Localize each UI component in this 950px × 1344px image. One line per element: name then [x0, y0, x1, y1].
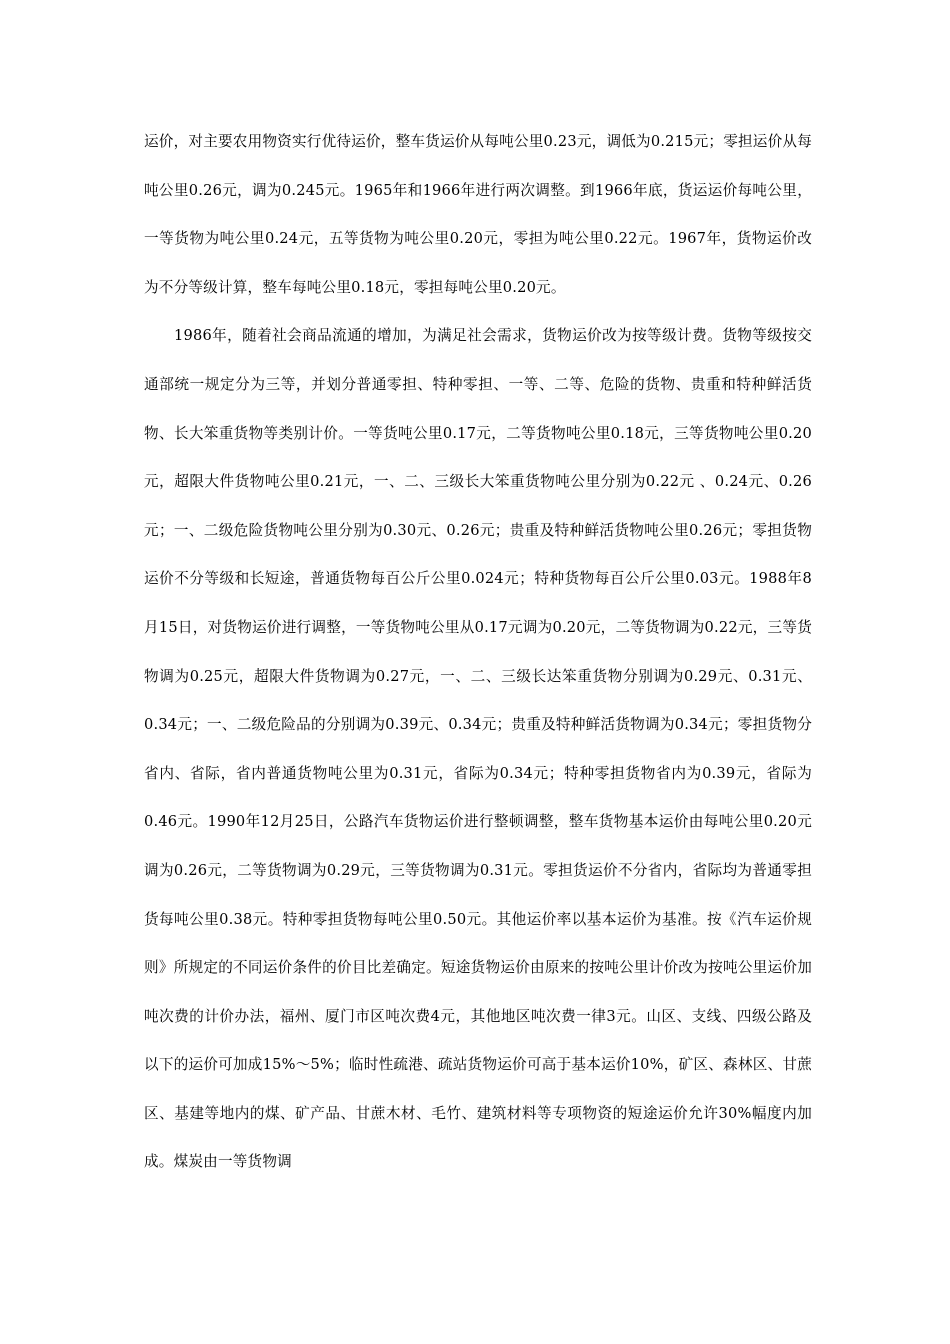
- paragraph-freight-rates-1960s: 运价，对主要农用物资实行优待运价，整车货运价从每吨公里0.23元，调低为0.215元；零担运价从每吨公里0.26元，调为0.245元。1965年和1966年进行两次调整。到1966年底，货运运价每吨公里，一等货物为吨公里0.24元，五等货物为吨公里0.20元，零担为吨公里0.22元。1967年，货物运价改为不分等级计算，整车每吨公里0.18元，零担每吨公里0.20元。: [144, 133, 812, 296]
- paragraph-freight-rates-1986-1990: 1986年，随着社会商品流通的增加，为满足社会需求，货物运价改为按等级计费。货物等级按交通部统一规定分为三等，并划分普通零担、特种零担、一等、二等、危险的货物、贵重和特种鲜活货物、长大笨重货物等类别计价。一等货吨公里0.17元，二等货物吨公里0.18元，三等货物吨公里0.20元，超限大件货物吨公里0.21元，一、二、三级长大笨重货物吨公里分别为0.22元 、0.24元、0.26元；一、二级危险货物吨公里分别为0.30元、0.26元；贵重及特种鲜活货物吨公里0.26元；零担货物运价不分等级和长短途，普通货物每百公斤公里0.024元；特种货物每百公斤公里0.03元。1988年8月15日，对货物运价进行调整，一等货物吨公里从0.17元调为0.20元，二等货物调为0.22元，三等货物调为0.25元，超限大件货物调为0.27元，一、二、三级长达笨重货物分别调为0.29元、0.31元、0.34元；一、二级危险品的分别调为0.39元、0.34元；贵重及特种鲜活货物调为0.34元；零担货物分省内、省际，省内普通货物吨公里为0.31元，省际为0.34元；特种零担货物省内为0.39元，省际为0.46元。1990年12月25日，公路汽车货物运价进行整顿调整，整车货物基本运价由每吨公里0.20元调为0.26元，二等货物调为0.29元，三等货物调为0.31元。零担货运价不分省内，省际均为普通零担货每吨公里0.38元。特种零担货物每吨公里0.50元。其他运价率以基本运价为基准。按《汽车运价规则》所规定的不同运价条件的价目比差确定。短途货物运价由原来的按吨公里计价改为按吨公里运价加吨次费的计价办法，福州、厦门市区吨次费4元，其他地区吨次费一律3元。山区、支线、四级公路及以下的运价可加成15%～5%；临时性疏港、疏站货物运价可高于基本运价10%，矿区、森林区、甘蔗区、基建等地内的煤、矿产品、甘蔗木材、毛竹、建筑材料等专项物资的短途运价允许30%幅度内加成。煤炭由一等货物调: [144, 327, 812, 1171]
- document-body: [144, 118, 812, 1187]
